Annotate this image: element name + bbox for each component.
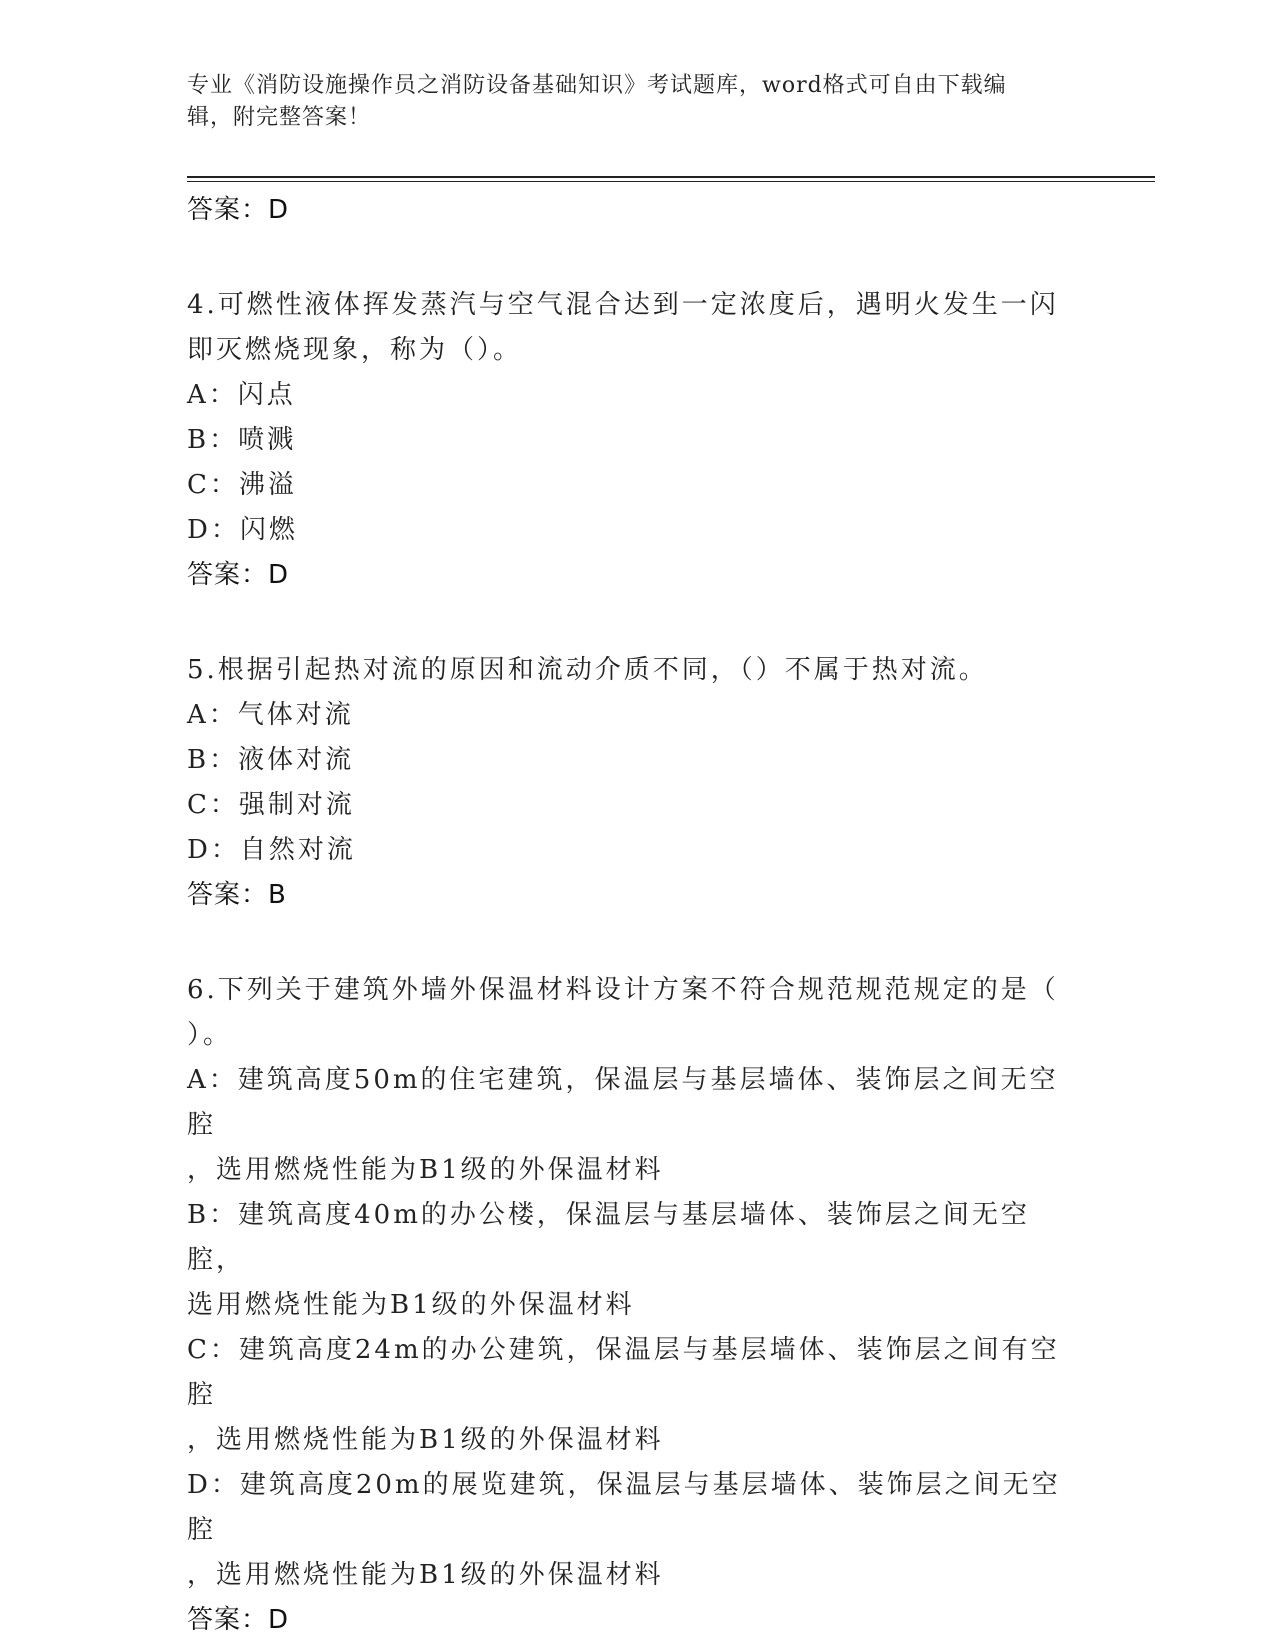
question-5-line-1: 5.根据引起热对流的原因和流动介质不同，（）不属于热对流。 [187, 655, 988, 685]
question-5 [187, 648, 1087, 918]
question-6-option-a-line-1: A：建筑高度50m的住宅建筑，保温层与基层墙体、装饰层之间无空腔 [187, 1065, 1059, 1140]
question-6-option-b-line-2: 选用燃烧性能为B1级的外保温材料 [187, 1290, 635, 1320]
question-6-line-1: 6.下列关于建筑外墙外保温材料设计方案不符合规范规范规定的是（ [187, 975, 1059, 1005]
question-4-line-1: 4.可燃性液体挥发蒸汽与空气混合达到一定浓度后，遇明火发生一闪 [187, 290, 1059, 320]
question-4-option-d: D：闪燃 [187, 515, 298, 545]
question-5-option-d: D：自然对流 [187, 835, 356, 865]
header-rule-thick [187, 176, 1155, 178]
question-5-option-b: B：液体对流 [187, 745, 355, 775]
question-6-option-d-line-2: ，选用燃烧性能为B1级的外保温材料 [187, 1560, 664, 1590]
question-6-option-d-line-1: D：建筑高度20m的展览建筑，保温层与基层墙体、装饰层之间无空腔 [187, 1470, 1061, 1545]
question-6-option-c-line-2: ，选用燃烧性能为B1级的外保温材料 [187, 1425, 664, 1455]
question-5-option-c: C：强制对流 [187, 790, 355, 820]
question-4-option-c: C：沸溢 [187, 470, 297, 500]
question-list [187, 188, 1087, 1643]
question-4-line-2: 即灭燃烧现象，称为（）。 [187, 335, 523, 365]
header-line-2: 辑，附完整答案！ [187, 105, 372, 130]
previous-answer: 答案：D [187, 195, 290, 225]
question-6-option-a-line-2: ，选用燃烧性能为B1级的外保温材料 [187, 1155, 664, 1185]
question-4-option-b: B：喷溅 [187, 425, 297, 455]
question-6 [187, 968, 1087, 1643]
question-4-option-a: A：闪点 [187, 380, 296, 410]
header-rule-thin [187, 181, 1155, 182]
header-line-1: 专业《消防设施操作员之消防设备基础知识》考试题库，word格式可自由下载编 [187, 73, 1007, 98]
question-6-option-c-line-1: C：建筑高度24m的办公建筑，保温层与基层墙体、装饰层之间有空腔 [187, 1335, 1060, 1410]
question-6-line-2: ）。 [187, 1020, 233, 1050]
question-5-answer: 答案：B [187, 880, 287, 910]
document-header [187, 70, 1067, 134]
question-4-answer: 答案：D [187, 560, 290, 590]
question-6-answer: 答案：D [187, 1605, 290, 1635]
question-6-option-b-line-1: B：建筑高度40m的办公楼，保温层与基层墙体、装饰层之间无空腔， [187, 1200, 1030, 1275]
question-5-option-a: A：气体对流 [187, 700, 354, 730]
question-4 [187, 283, 1087, 598]
